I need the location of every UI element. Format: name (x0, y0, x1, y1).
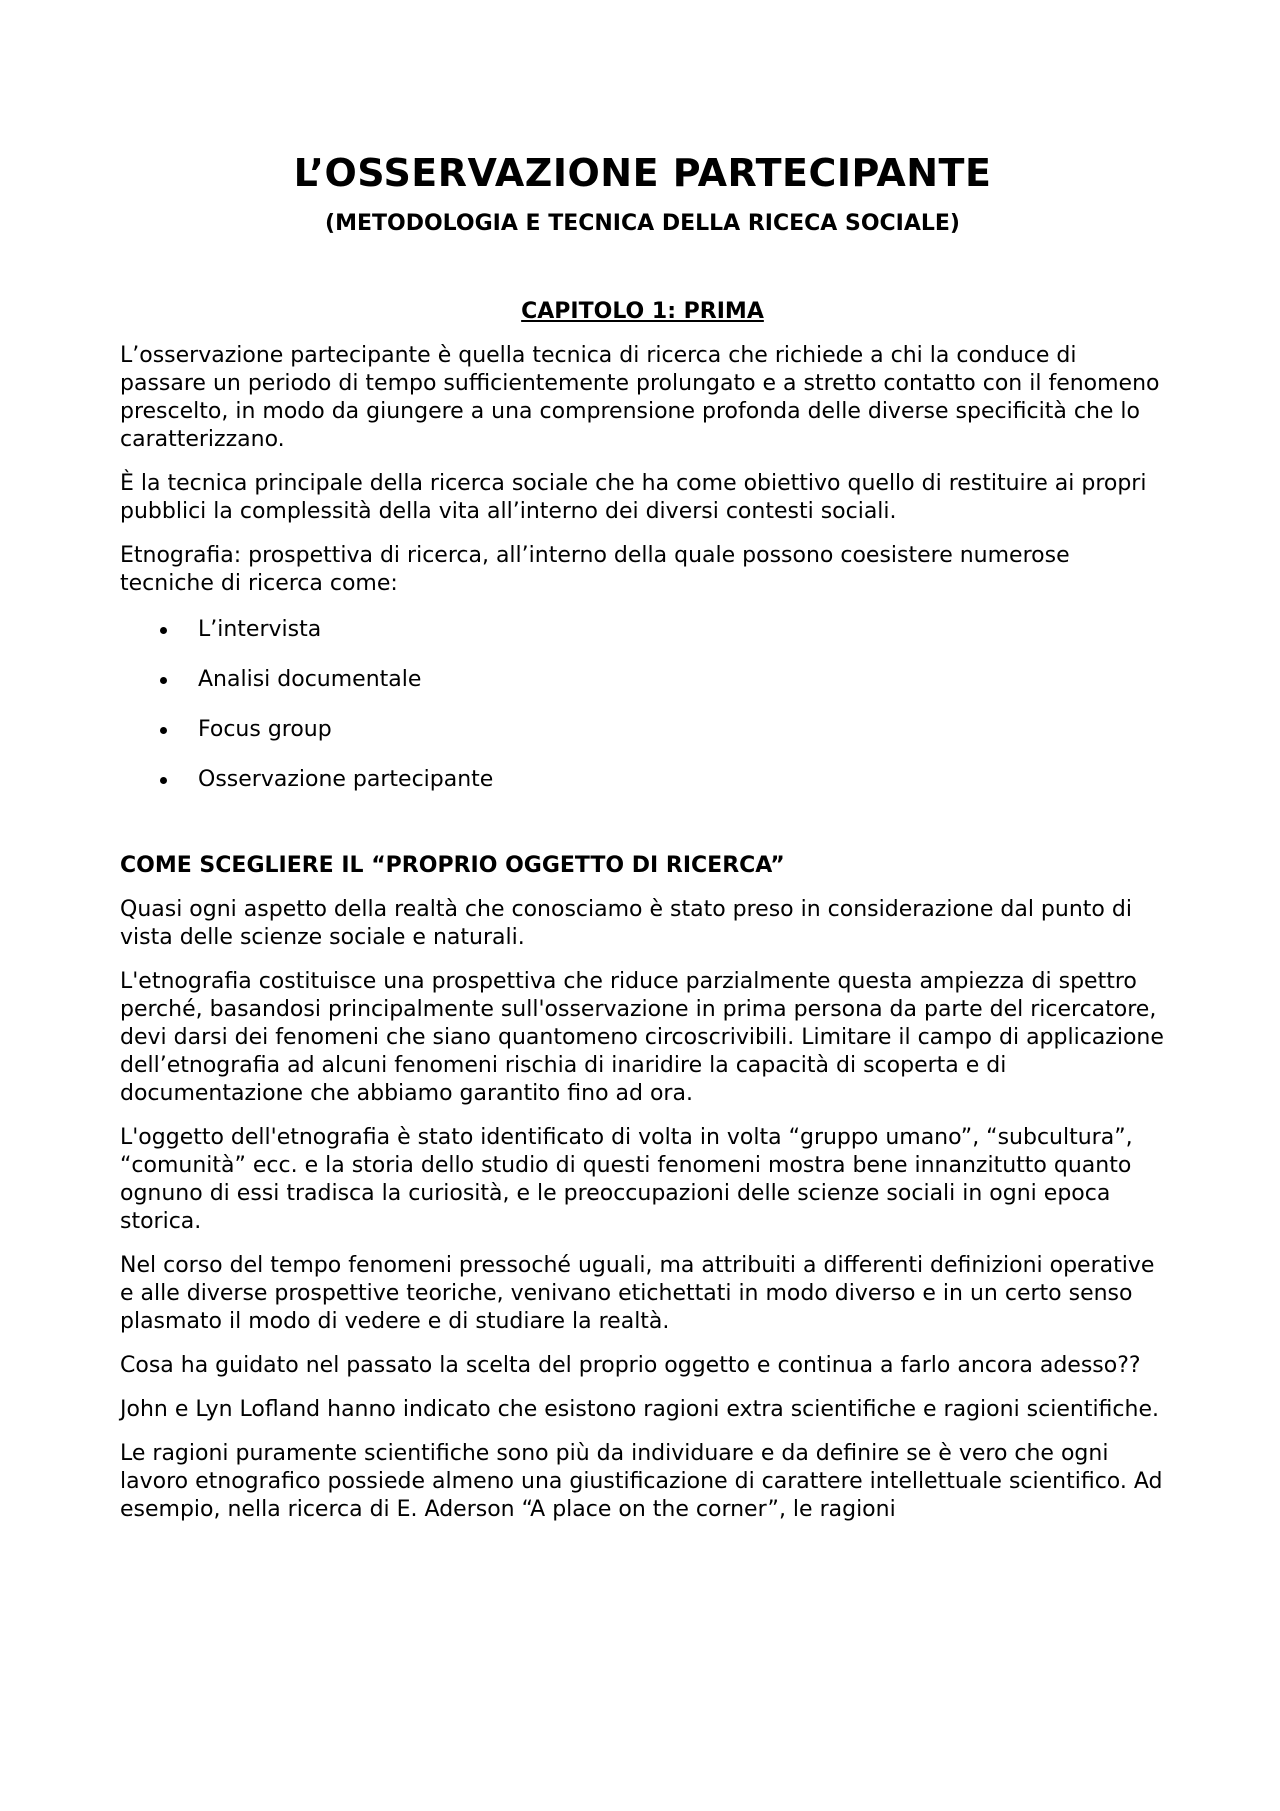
document-subtitle: (METODOLOGIA E TECNICA DELLA RICECA SOCIALE) (325, 211, 960, 236)
list-item-text: Osservazione partecipante (198, 767, 494, 792)
list-item-text: L’intervista (198, 617, 322, 642)
section-paragraph: L'oggetto dell'etnografia è stato identificato di volta in volta “gruppo umano”, “subcultura”, “comunità” ecc. e la storia dello studio di questi fenomeni mostra bene innanzitutto quanto ognuno di essi tradisca la curiosità, e le preoccupazioni delle scienze sociali in ogni epoca storica. (120, 1125, 1133, 1234)
bullet-icon (160, 777, 167, 784)
techniques-list (120, 616, 1165, 794)
chapter-heading: CAPITOLO 1: PRIMA (521, 299, 764, 324)
bullet-icon (160, 727, 167, 734)
section-paragraph: Quasi ogni aspetto della realtà che conosciamo è stato preso in considerazione dal punto di vista delle scienze sociale e naturali. (120, 897, 1132, 950)
section-paragraph: John e Lyn Lofland hanno indicato che esistono ragioni extra scientifiche e ragioni scientifiche. (120, 1397, 1159, 1422)
intro-paragraph: Etnografia: prospettiva di ricerca, all’interno della quale possono coesistere numerose tecniche di ricerca come: (120, 543, 1070, 596)
bullet-icon (160, 627, 167, 634)
list-item-text: Analisi documentale (198, 667, 422, 692)
list-item-text: Focus group (198, 717, 332, 742)
intro-paragraph: È la tecnica principale della ricerca sociale che ha come obiettivo quello di restituire ai propri pubblici la complessità della vita all’interno dei diversi contesti sociali. (120, 471, 1147, 524)
section-paragraph: Nel corso del tempo fenomeni pressoché uguali, ma attribuiti a differenti definizioni operative e alle diverse prospettive teoriche, venivano etichettati in modo diverso e in un certo senso plasmato il modo di vedere e di studiare la realtà. (120, 1253, 1155, 1334)
section-paragraph: Le ragioni puramente scientifiche sono più da individuare e da definire se è vero che ogni lavoro etnografico possiede almeno una giustificazione di carattere intellettuale scientifico. Ad esempio, nella ricerca di E. Aderson “A place on the corner”, le ragioni (120, 1441, 1163, 1522)
section-paragraph: Cosa ha guidato nel passato la scelta del proprio oggetto e continua a farlo ancora adesso?? (120, 1353, 1141, 1378)
bullet-icon (160, 677, 167, 684)
document-content (120, 150, 1165, 1540)
section-paragraph: L'etnografia costituisce una prospettiva che riduce parzialmente questa ampiezza di spettro perché, basandosi principalmente sull'osservazione in prima persona da parte del ricercatore, devi darsi dei fenomeni che siano quantomeno circoscrivibili. Limitare il campo di applicazione dell’etnografia ad alcuni fenomeni rischia di inaridire la capacità di scoperta e di documentazione che abbiamo garantito fino ad ora. (120, 969, 1164, 1106)
document-title: L’OSSERVAZIONE PARTECIPANTE (293, 151, 992, 195)
section-heading: COME SCEGLIERE IL “PROPRIO OGGETTO DI RICERCA” (120, 853, 785, 878)
list-item (120, 616, 1165, 644)
intro-paragraph: L’osservazione partecipante è quella tecnica di ricerca che richiede a chi la conduce di passare un periodo di tempo sufficientemente prolungato e a stretto contatto con il fenomeno prescelto, in modo da giungere a una comprensione profonda delle diverse specificità che lo caratterizzano. (120, 343, 1160, 452)
list-item (120, 716, 1165, 744)
list-item (120, 666, 1165, 694)
list-item (120, 766, 1165, 794)
